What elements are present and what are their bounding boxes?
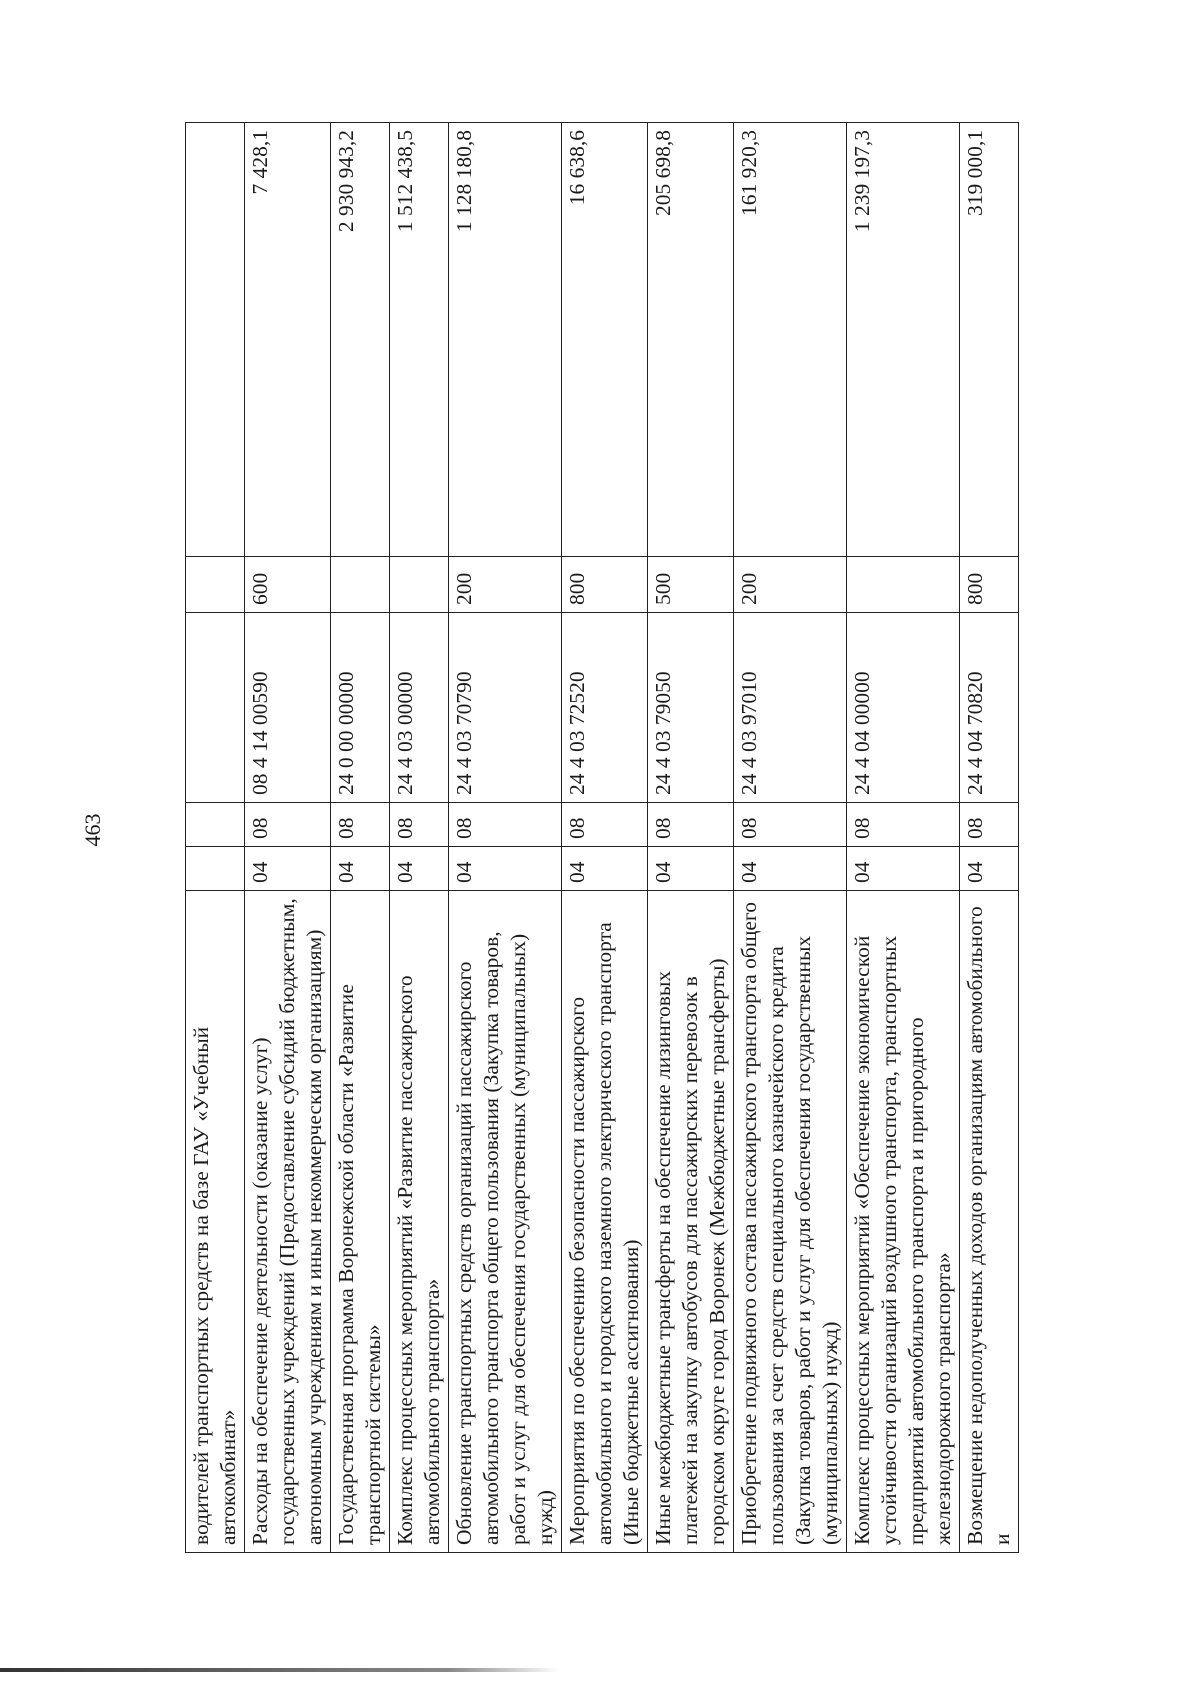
table-row bbox=[331, 123, 390, 1553]
subsection-code-cell: 08 bbox=[960, 803, 1019, 847]
target-article-code-cell bbox=[186, 613, 245, 803]
expense-type-code-cell: 600 bbox=[245, 557, 331, 613]
amount-cell: 1 512 438,5 bbox=[390, 123, 449, 557]
section-code-cell: 04 bbox=[847, 847, 960, 891]
target-article-code-cell: 24 0 00 00000 bbox=[331, 613, 390, 803]
row-name-cell: Государственная программа Воронежской области «Развитие транспортной системы» bbox=[331, 891, 390, 1553]
section-code-cell: 04 bbox=[734, 847, 847, 891]
subsection-code-cell: 08 bbox=[734, 803, 847, 847]
subsection-code-cell: 08 bbox=[331, 803, 390, 847]
section-code-cell: 04 bbox=[245, 847, 331, 891]
row-name-cell: Приобретение подвижного состава пассажирского транспорта общего пользования за счет средств специального казначейского кредита (Закупка товаров, работ и услуг для обеспечения государственных (муниципальных) нужд) bbox=[734, 891, 847, 1553]
subsection-code-cell: 08 bbox=[245, 803, 331, 847]
subsection-code-cell: 08 bbox=[847, 803, 960, 847]
section-code-cell: 04 bbox=[960, 847, 1019, 891]
expense-type-code-cell: 800 bbox=[960, 557, 1019, 613]
table-row bbox=[562, 123, 648, 1553]
budget-table-body bbox=[186, 123, 1019, 1553]
row-name-cell: Обновление транспортных средств организаций пассажирского автомобильного транспорта общего пользования (Закупка товаров, работ и услуг для обеспечения государственных (муниципальных) нужд) bbox=[449, 891, 562, 1553]
expense-type-code-cell: 800 bbox=[562, 557, 648, 613]
table-row bbox=[648, 123, 734, 1553]
section-code-cell: 04 bbox=[449, 847, 562, 891]
target-article-code-cell: 24 4 03 79050 bbox=[648, 613, 734, 803]
subsection-code-cell: 08 bbox=[562, 803, 648, 847]
amount-cell: 1 128 180,8 bbox=[449, 123, 562, 557]
amount-cell: 7 428,1 bbox=[245, 123, 331, 557]
amount-cell: 205 698,8 bbox=[648, 123, 734, 557]
target-article-code-cell: 24 4 03 00000 bbox=[390, 613, 449, 803]
table-row bbox=[960, 123, 1019, 1553]
section-code-cell: 04 bbox=[390, 847, 449, 891]
target-article-code-cell: 24 4 03 97010 bbox=[734, 613, 847, 803]
row-name-cell: водителей транспортных средств на базе ГАУ «Учебный автокомбинат» bbox=[186, 891, 245, 1553]
target-article-code-cell: 24 4 04 70820 bbox=[960, 613, 1019, 803]
target-article-code-cell: 08 4 14 00590 bbox=[245, 613, 331, 803]
subsection-code-cell: 08 bbox=[449, 803, 562, 847]
section-code-cell: 04 bbox=[331, 847, 390, 891]
amount-cell: 161 920,3 bbox=[734, 123, 847, 557]
target-article-code-cell: 24 4 04 00000 bbox=[847, 613, 960, 803]
expense-type-code-cell bbox=[847, 557, 960, 613]
row-name-cell: Расходы на обеспечение деятельности (оказание услуг) государственных учреждений (Предоставление субсидий бюджетным, автономным учреждениям и иным некоммерческим организациям) bbox=[245, 891, 331, 1553]
section-code-cell: 04 bbox=[562, 847, 648, 891]
budget-table-container bbox=[185, 123, 1200, 1553]
row-name-cell: Иные межбюджетные трансферты на обеспечение лизинговых платежей на закупку автобусов для пассажирских перевозок в городском округе город Воронеж (Межбюджетные трансферты) bbox=[648, 891, 734, 1553]
budget-table bbox=[185, 122, 1019, 1553]
table-row bbox=[847, 123, 960, 1553]
subsection-code-cell: 08 bbox=[648, 803, 734, 847]
table-row bbox=[449, 123, 562, 1553]
scan-edge-line bbox=[0, 1668, 560, 1672]
amount-cell: 2 930 943,2 bbox=[331, 123, 390, 557]
section-code-cell: 04 bbox=[648, 847, 734, 891]
amount-cell: 16 638,6 bbox=[562, 123, 648, 557]
expense-type-code-cell bbox=[186, 557, 245, 613]
expense-type-code-cell: 200 bbox=[449, 557, 562, 613]
table-row bbox=[390, 123, 449, 1553]
amount-cell: 1 239 197,3 bbox=[847, 123, 960, 557]
expense-type-code-cell bbox=[331, 557, 390, 613]
row-name-cell: Комплекс процессных мероприятий «Обеспечение экономической устойчивости организаций воздушного транспорта, транспортных предприятий автомобильного транспорта и пригородного железнодорожного транспорта» bbox=[847, 891, 960, 1553]
page-number: 463 bbox=[80, 813, 105, 847]
amount-cell bbox=[186, 123, 245, 557]
expense-type-code-cell: 200 bbox=[734, 557, 847, 613]
amount-cell: 319 000,1 bbox=[960, 123, 1019, 557]
target-article-code-cell: 24 4 03 72520 bbox=[562, 613, 648, 803]
table-row bbox=[245, 123, 331, 1553]
section-code-cell bbox=[186, 847, 245, 891]
subsection-code-cell: 08 bbox=[390, 803, 449, 847]
row-name-cell: Комплекс процессных мероприятий «Развитие пассажирского автомобильного транспорта» bbox=[390, 891, 449, 1553]
row-name-cell: Мероприятия по обеспечению безопасности пассажирского автомобильного и городского наземного электрического транспорта (Иные бюджетные ассигнования) bbox=[562, 891, 648, 1553]
target-article-code-cell: 24 4 03 70790 bbox=[449, 613, 562, 803]
table-row bbox=[186, 123, 245, 1553]
expense-type-code-cell bbox=[390, 557, 449, 613]
row-name-cell: Возмещение недополученных доходов организациям автомобильного и bbox=[960, 891, 1019, 1553]
expense-type-code-cell: 500 bbox=[648, 557, 734, 613]
table-row bbox=[734, 123, 847, 1553]
subsection-code-cell bbox=[186, 803, 245, 847]
